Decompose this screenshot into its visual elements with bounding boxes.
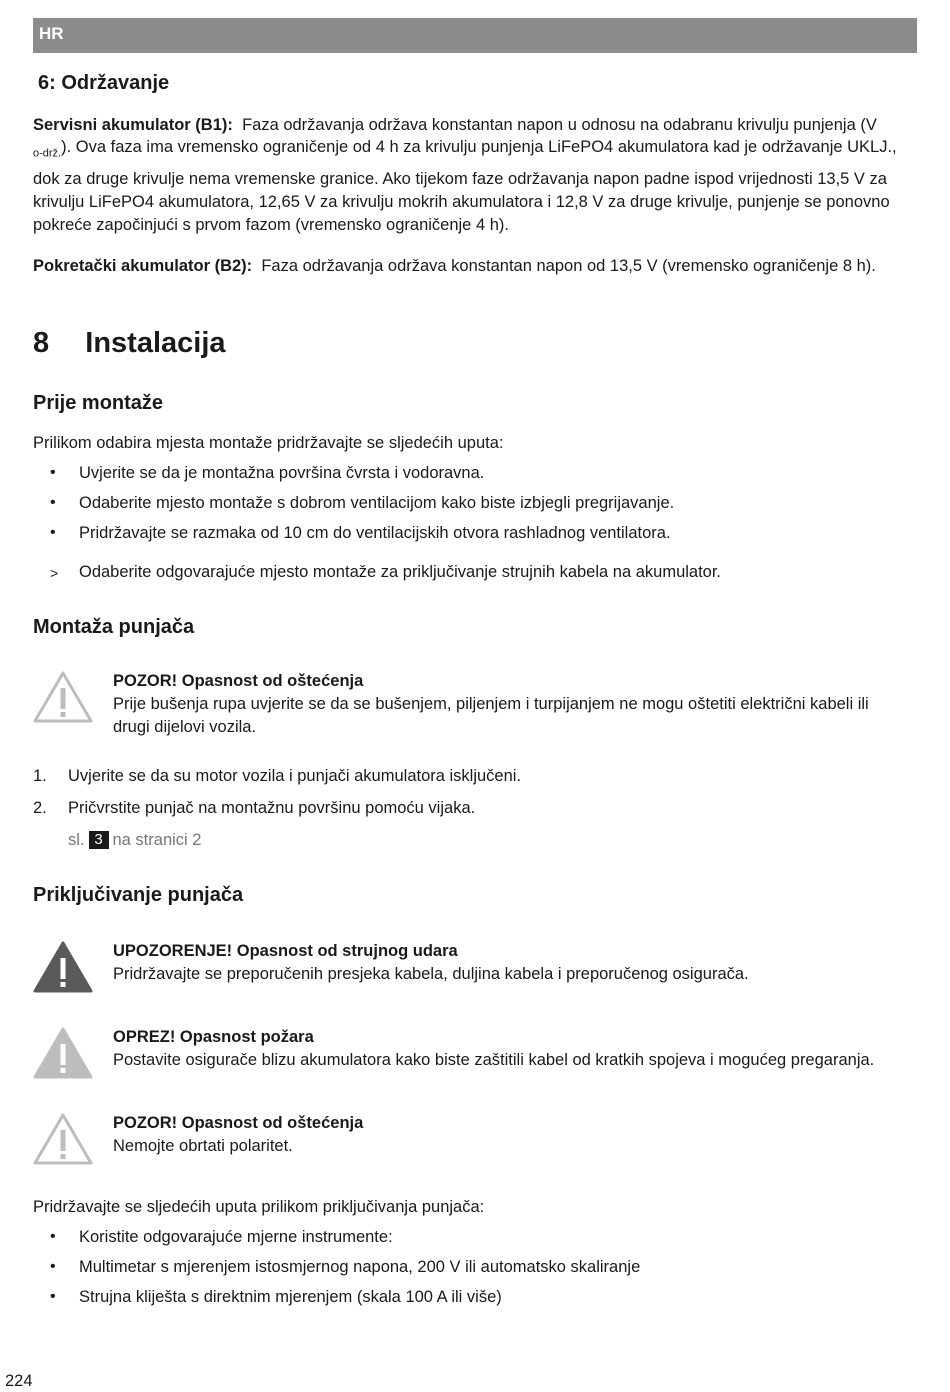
warning-triangle-icon (33, 670, 113, 724)
service-line-2: ). Ova faza ima vremensko ograničenje od 4 h za krivulju punjenja LiFePO4 akumulatora kad je održavanje UKLJ., (61, 138, 897, 156)
page-number: 224 (5, 1372, 33, 1390)
service-line-4: krivulju LiFePO4 akumulatora, 12,65 V za krivulju mokrih akumulatora i 12,8 V za druge krivulje, punjenje se ponovno (33, 193, 890, 212)
mounting-title: Montaža punjača (33, 616, 195, 638)
step-item: 2. Pričvrstite punjač na montažnu površinu pomoću vijaka. (33, 799, 476, 817)
service-line-1: Faza održavanja održava konstantan napon u odnosu na odabranu krivulju punjenja (V (242, 116, 877, 134)
starter-battery-label: Pokretački akumulator (B2): (33, 257, 253, 275)
service-battery-paragraph (33, 112, 923, 238)
connecting-title: Priključivanje punjača (33, 884, 244, 906)
before-mounting-title: Prije montaže (33, 392, 164, 414)
step-item: 1. Uvjerite se da su motor vozila i punjači akumulatora isključeni. (33, 767, 522, 785)
list-item: • Strujna kliješta s direktnim mjerenjem (skala 100 A ili više) (50, 1288, 502, 1306)
notice-text-line-2: drugi dijelovi vozila. (113, 718, 257, 736)
notice-damage-polarity (33, 1112, 363, 1166)
caution-fire (33, 1026, 874, 1080)
warning-electric-shock (33, 940, 749, 994)
notice-text-line-1: Prije bušenja rupa uvjerite se da se bušenjem, piljenjem i turpijanjem ne mogu oštetiti električni kabeli ili (113, 695, 869, 713)
warning-triangle-icon (33, 1112, 113, 1166)
service-line-5: pokreće započinjući s prvom fazom (vremensko ograničenje 4 h). (33, 216, 509, 235)
starter-battery-paragraph (33, 253, 923, 279)
list-item: • Multimetar s mjerenjem istosmjernog napona, 200 V ili automatsko skaliranje (50, 1258, 641, 1276)
language-header-bar (33, 18, 917, 53)
notice-title: POZOR! Opasnost od oštećenja (113, 1114, 364, 1132)
section-number: 8 (33, 327, 50, 359)
service-line-3: dok za druge krivulje nema vremenske granice. Ako tijekom faze održavanja napon padne ispod vrijednosti 13,5 V za (33, 170, 887, 189)
arrow-icon: > (50, 565, 59, 581)
figure-number-badge: 3 (89, 831, 109, 849)
list-item: • Koristite odgovarajuće mjerne instrumente: (50, 1228, 393, 1246)
list-item: • Pridržavajte se razmaka od 10 cm do ventilacijskih otvora rashladnog ventilatora. (50, 524, 671, 542)
language-code: HR (39, 24, 64, 43)
maintenance-title: 6: Održavanje (38, 72, 170, 94)
warning-triangle-icon (33, 940, 113, 994)
before-mounting-intro: Prilikom odabira mjesta montaže pridržavajte se sljedećih uputa: (33, 434, 504, 452)
warning-title: UPOZORENJE! Opasnost od strujnog udara (113, 942, 458, 960)
warning-triangle-icon (33, 1026, 113, 1080)
notice-damage-mounting (33, 670, 869, 739)
connecting-intro: Pridržavajte se sljedećih uputa prilikom priključivanja punjača: (33, 1198, 485, 1216)
list-item: • Uvjerite se da je montažna površina čvrsta i vodoravna. (50, 464, 485, 482)
warning-text: Pridržavajte se preporučenih presjeka kabela, duljina kabela i preporučenog osigurača. (113, 965, 749, 983)
list-item: • Odaberite mjesto montaže s dobrom ventilacijom kako biste izbjegli pregrijavanje. (50, 494, 675, 512)
notice-title: POZOR! Opasnost od oštećenja (113, 672, 364, 690)
figure-reference[interactable]: sl. 3 na stranici 2 (68, 831, 202, 849)
notice-text: Nemojte obrtati polaritet. (113, 1137, 293, 1155)
caution-text: Postavite osigurače blizu akumulatora kako biste zaštitili kabel od kratkih spojeva i mogućeg pregaranja. (113, 1051, 875, 1069)
starter-battery-text: Faza održavanja održava konstantan napon od 13,5 V (vremensko ograničenje 8 h). (261, 257, 876, 275)
installation-heading (33, 327, 226, 360)
action-item: > Odaberite odgovarajuće mjesto montaže za priključivanje strujnih kabela na akumulator. (50, 563, 722, 581)
voltage-subscript: o-drž. (33, 147, 62, 160)
service-battery-label: Servisni akumulator (B1): (33, 116, 233, 134)
caution-title: OPREZ! Opasnost požara (113, 1028, 314, 1046)
section-title: Instalacija (85, 327, 226, 359)
